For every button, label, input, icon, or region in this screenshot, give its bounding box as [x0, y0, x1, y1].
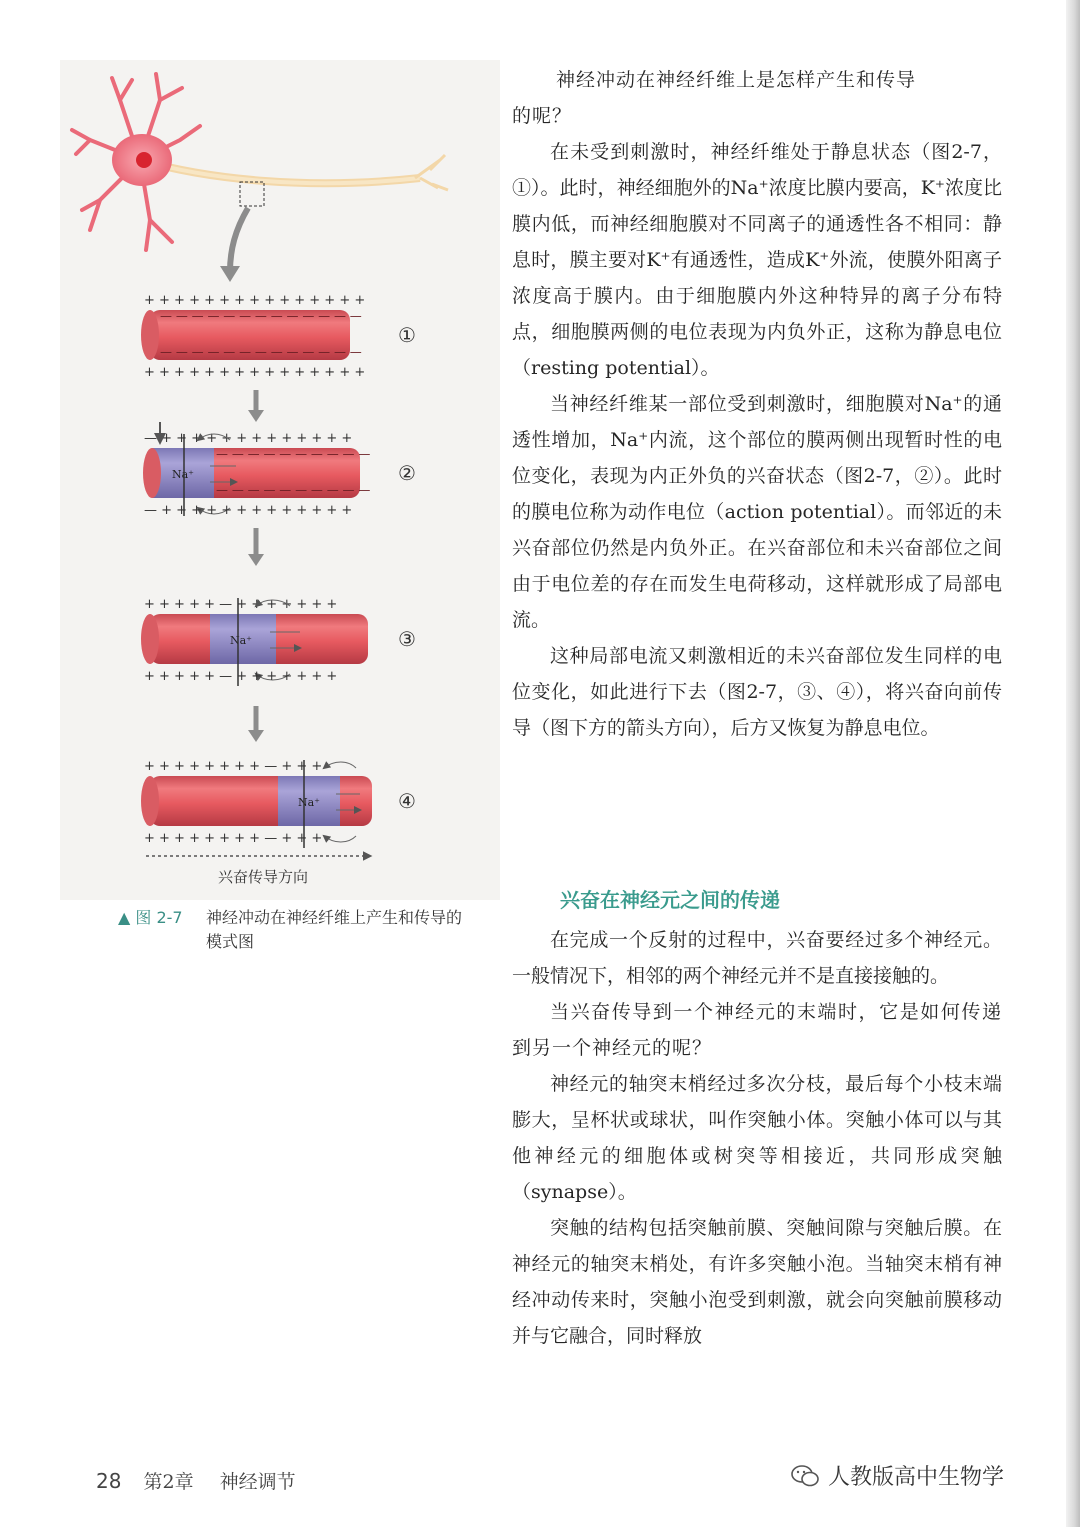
svg-text:+ + + + + + + + — + + +: + + + + + + + + — + + + — [144, 831, 323, 846]
page-number: 28 — [96, 1469, 122, 1493]
body-text-1 — [512, 134, 1002, 746]
paragraph-resting: 在未受到刺激时，神经纤维处于静息状态（图2-7，①）。此时，神经细胞外的Na⁺浓度比膜内要高，K⁺浓度比膜内低，而神经细胞膜对不同离子的通透性各不相同：静息时，膜主要对K⁺有通透性，造成K⁺外流，使膜外阳离子浓度高于膜内。由于细胞膜内外这种特异的离子分布特点，细胞膜两侧的电位表现为内负外正，这称为静息电位（resting potential）。 — [512, 141, 1002, 379]
watermark-text: 人教版高中生物学 — [828, 1465, 1005, 1490]
question-1-line-2: 的呢？ — [512, 105, 573, 127]
svg-text:— + + + + + + + + + + + + +: — + + + + + + + + + + + + + — [144, 431, 353, 446]
paragraph-synaptic-bouton: 神经元的轴突末梢经过多次分枝，最后每个小枝末端膨大，呈杯状或球状，叫作突触小体。突触小体可以与其他神经元的细胞体或树突等相接近，共同形成突触（synapse）。 — [512, 1073, 1002, 1203]
svg-text:+ + + + + + + + + + + + + + +: + + + + + + + + + + + + + + + — [144, 293, 366, 308]
fiber-state-1 — [141, 293, 416, 380]
watermark — [790, 1460, 1004, 1491]
svg-text:— — — — — — — — — — — — —: — — — — — — — — — — — — — — [160, 309, 362, 323]
caption-label: ▲ 图 2-7 — [118, 908, 183, 927]
na-label: Na⁺ — [172, 468, 194, 481]
svg-text:— — — — — — — — — —: — — — — — — — — — — — [216, 483, 371, 497]
section-label: 神经调节 — [219, 1471, 296, 1493]
caption-text: 神经冲动在神经纤维上产生和传导的模式图 — [206, 908, 463, 951]
section-title: 兴奋在神经元之间的传递 — [560, 888, 780, 912]
fiber-state-4 — [141, 759, 416, 848]
state-label-1: ① — [398, 323, 416, 347]
page-edge — [1066, 0, 1080, 1527]
page-footer — [96, 1467, 296, 1494]
paragraph-synapse-structure: 突触的结构包括突触前膜、突触间隙与突触后膜。在神经元的轴突末梢处，有许多突触小泡。当轴突末梢有神经冲动传来时，突触小泡受到刺激，就会向突触前膜移动并与它融合，同时释放 — [512, 1217, 1002, 1347]
svg-text:+ + + + + — + + + + + + +: + + + + + — + + + + + + + — [144, 669, 338, 684]
paragraph-action: 当神经纤维某一部位受到刺激时，细胞膜对Na⁺的通透性增加，Na⁺内流，这个部位的膜两侧出现暂时性的电位变化，表现为内正外负的兴奋状态（图2-7，②）。此时的膜电位称为动作电位（action potential）。而邻近的未兴奋部位仍然是内负外正。在兴奋部位和未兴奋部位之间由于电位差的存在而发生电荷移动，这样就形成了局部电流。 — [512, 393, 1002, 631]
svg-text:+ + + + + + + + — + + +: + + + + + + + + — + + + — [144, 759, 323, 774]
fiber-state-2 — [143, 422, 416, 518]
body-text-2 — [512, 922, 1002, 1354]
na-label: Na⁺ — [230, 634, 252, 647]
direction-label: 兴奋传导方向 — [218, 868, 309, 886]
chapter-label: 第2章 — [143, 1471, 194, 1493]
neuron-illustration — [72, 74, 448, 282]
state-label-3: ③ — [398, 627, 416, 651]
na-label: Na⁺ — [298, 796, 320, 809]
paragraph-synapse-intro: 在完成一个反射的过程中，兴奋要经过多个神经元。一般情况下，相邻的两个神经元并不是直接接触的。 — [512, 929, 1002, 987]
paragraph-propagation: 这种局部电流又刺激相近的未兴奋部位发生同样的电位变化，如此进行下去（图2-7，③、④），将兴奋向前传导（图下方的箭头方向），后方又恢复为静息电位。 — [512, 645, 1002, 739]
state-label-2: ② — [398, 461, 416, 485]
svg-text:— + + + + + + + + + + + + +: — + + + + + + + + + + + + + — [144, 503, 353, 518]
state-label-4: ④ — [398, 789, 416, 813]
svg-text:— — — — — — — — — —: — — — — — — — — — — — [216, 447, 371, 461]
svg-text:— — — — — — — — — — — — —: — — — — — — — — — — — — — — [160, 345, 362, 359]
wechat-icon — [790, 1464, 820, 1488]
question-1-line-1: 神经冲动在神经纤维上是怎样产生和传导 — [556, 69, 917, 91]
figure-2-7 — [60, 60, 500, 900]
question-2: 当兴奋传导到一个神经元的末端时，它是如何传递到另一个神经元的呢？ — [512, 1001, 1002, 1059]
question-1 — [512, 62, 1002, 134]
svg-text:+ + + + + + + + + + + + + + +: + + + + + + + + + + + + + + + — [144, 365, 366, 380]
svg-text:+ + + + + — + + + + + + +: + + + + + — + + + + + + + — [144, 597, 338, 612]
fiber-state-3 — [141, 597, 416, 686]
